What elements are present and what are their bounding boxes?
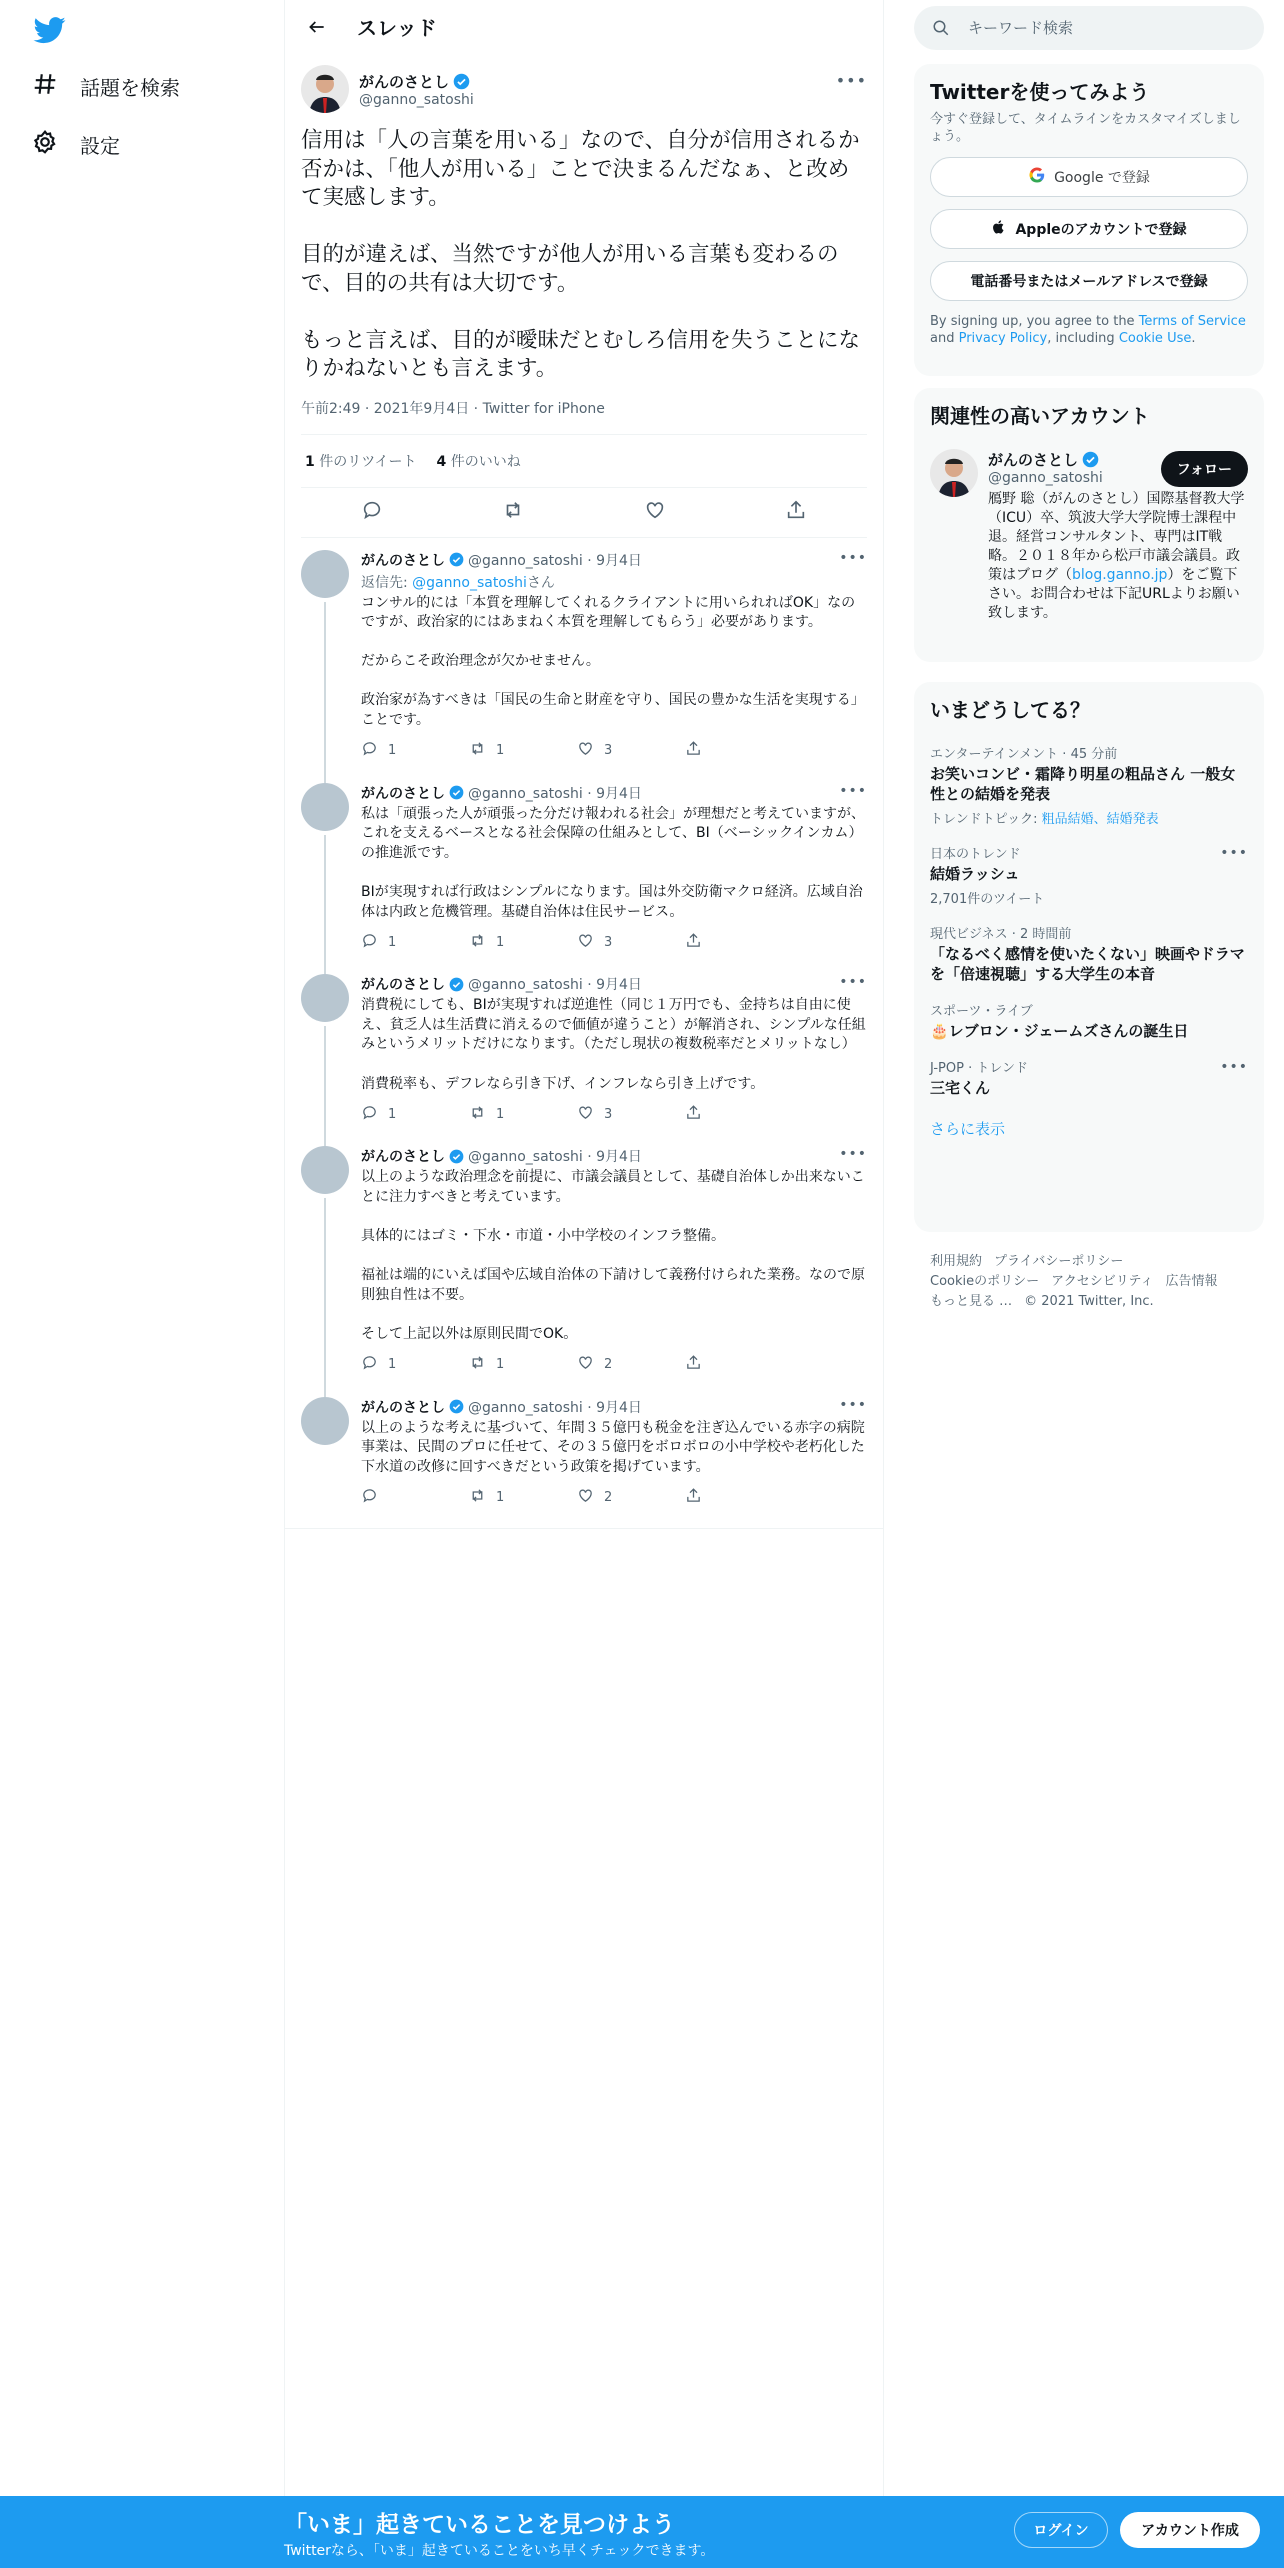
- avatar[interactable]: [301, 550, 349, 598]
- retweet-icon: [469, 740, 486, 761]
- nav-settings-label: 設定: [80, 133, 120, 158]
- more-options-icon[interactable]: •••: [835, 71, 867, 90]
- retweet-icon: [469, 932, 486, 953]
- like-icon[interactable]: [644, 499, 666, 525]
- thread-divider: [285, 1517, 883, 1529]
- more-options-icon[interactable]: •••: [1220, 845, 1248, 861]
- search-box[interactable]: [914, 6, 1264, 50]
- reply-to-link[interactable]: @ganno_satoshi: [412, 574, 527, 591]
- trend-item[interactable]: [914, 915, 1264, 992]
- reply-icon: [361, 1104, 378, 1125]
- apple-signup-button[interactable]: Appleのアカウントで登録: [930, 209, 1248, 249]
- cookie-link[interactable]: Cookie Use: [1118, 331, 1192, 346]
- tweet-actions: [361, 735, 867, 771]
- retweet-icon: [469, 1354, 486, 1375]
- show-more-link[interactable]: さらに表示: [930, 1120, 1006, 1138]
- signup-banner: [0, 2496, 1284, 2568]
- trend-title: 結婚ラッシュ: [930, 865, 1020, 883]
- retweet-count: 1: [496, 743, 505, 759]
- share-icon: [685, 932, 702, 953]
- avatar[interactable]: [301, 783, 349, 831]
- reply-icon: [361, 1487, 378, 1508]
- trend-item[interactable]: [914, 992, 1264, 1049]
- reply-icon: [361, 740, 378, 761]
- reply-tweet[interactable]: [285, 1385, 883, 1518]
- back-button[interactable]: [299, 9, 335, 45]
- nav-explore-label: 話題を検索: [80, 75, 180, 100]
- author-handle-date: @ganno_satoshi · 9月4日: [468, 552, 642, 569]
- footer-link[interactable]: プライバシーポリシー: [994, 1254, 1124, 1269]
- like-icon: [577, 932, 594, 953]
- trend-context: 日本のトレンド: [930, 847, 1021, 862]
- share-action[interactable]: [685, 740, 793, 761]
- avatar[interactable]: [930, 449, 978, 497]
- trend-item[interactable]: [914, 1049, 1264, 1106]
- trends-card: [914, 682, 1264, 1232]
- copyright: © 2021 Twitter, Inc.: [1024, 1294, 1154, 1309]
- reply-action[interactable]: [361, 1354, 469, 1375]
- author-name[interactable]: がんのさとし: [361, 1399, 445, 1416]
- more-options-icon[interactable]: •••: [1220, 1059, 1248, 1075]
- google-signup-button[interactable]: Google で登録: [930, 157, 1248, 197]
- reply-count: 1: [388, 1106, 397, 1122]
- reply-icon: [361, 932, 378, 953]
- share-action[interactable]: [685, 1487, 793, 1508]
- tweet-text: 消費税にしても、BIが実現すれば逆進性（同じ１万円でも、金持ちは自由に使え、貧乏人は生活費に消えるので価値が違うこと）が解消され、シンプルな任組みというメリットだけになります。（ただし現状の複数税率だとメリットなし） 消費税率も、デフレなら引き下げ、インフレなら引き上げです。: [361, 997, 866, 1092]
- thread-line: [324, 835, 326, 975]
- like-action[interactable]: [577, 1487, 685, 1508]
- verified-badge-icon: [449, 1399, 464, 1414]
- author-handle: @ganno_satoshi: [359, 91, 474, 108]
- trends-title: いまどうしてる？: [930, 698, 1090, 722]
- reply-action[interactable]: [361, 1487, 469, 1508]
- footer-link[interactable]: 広告情報: [1165, 1274, 1218, 1289]
- related-title: 関連性の高いアカウント: [930, 404, 1150, 428]
- signup-card: [914, 64, 1264, 376]
- more-options-icon[interactable]: •••: [839, 1396, 867, 1413]
- verified-badge-icon: [449, 1149, 464, 1164]
- reply-to: 返信先: @ganno_satoshiさん: [361, 574, 555, 591]
- privacy-link[interactable]: Privacy Policy: [958, 331, 1048, 346]
- reply-tweet[interactable]: [285, 771, 883, 963]
- share-icon: [685, 1487, 702, 1508]
- search-icon: [932, 19, 950, 37]
- share-icon[interactable]: [785, 499, 807, 525]
- twitter-bird-icon[interactable]: [32, 14, 68, 46]
- trend-title: 🎂レブロン・ジェームズさんの誕生日: [930, 1022, 1189, 1040]
- thread-header: [285, 0, 883, 53]
- signup-terms: By signing up, you agree to the Terms of Service and Privacy Policy, including Cookie Use.: [930, 314, 1246, 346]
- signup-button[interactable]: アカウント作成: [1120, 2512, 1260, 2548]
- footer-link[interactable]: Cookieのポリシー: [930, 1274, 1040, 1289]
- apple-icon: [991, 219, 1007, 239]
- trend-context: エンターテインメント · 45 分前: [930, 747, 1118, 762]
- trend-item[interactable]: [914, 735, 1264, 835]
- signup-title: Twitterを使ってみよう: [930, 80, 1150, 104]
- hashtag-icon: [32, 71, 58, 102]
- trend-topic-links[interactable]: 粗品結婚、結婚発表: [1041, 812, 1159, 827]
- blog-link[interactable]: blog.ganno.jp: [1072, 567, 1168, 583]
- avatar[interactable]: [301, 1146, 349, 1194]
- author-name[interactable]: がんのさとし: [361, 785, 445, 802]
- retweet-icon[interactable]: [502, 499, 524, 525]
- like-action[interactable]: [577, 740, 685, 761]
- avatar[interactable]: [301, 974, 349, 1022]
- login-button[interactable]: ログイン: [1014, 2512, 1108, 2548]
- tweet-text: 私は「頑張った人が頑張った分だけ報われる社会」が理想だと考えていますが、これを支えるベースとなる社会保障の仕組みとして、BI（ベーシックインカム）の推進派です。 BIが実現すれば行政はシンプルになります。国は外交防衛マクロ経済。広域自治体は内政と危機管理。基礎自治体は住民サービス。: [361, 805, 865, 920]
- trend-title: お笑いコンビ・霜降り明星の粗品さん 一般女性との結婚を発表: [930, 765, 1236, 803]
- trend-title: 三宅くん: [930, 1079, 991, 1097]
- like-action[interactable]: [577, 1354, 685, 1375]
- author-name[interactable]: がんのさとし: [361, 552, 445, 569]
- reply-icon[interactable]: [361, 499, 383, 525]
- more-options-icon[interactable]: •••: [839, 974, 867, 991]
- more-options-icon[interactable]: •••: [839, 1146, 867, 1163]
- tweet-actions: [361, 1349, 867, 1385]
- like-icon: [577, 740, 594, 761]
- avatar[interactable]: [301, 65, 349, 113]
- related-account[interactable]: [914, 441, 1264, 635]
- trend-topics: トレンドトピック: 粗品結婚、結婚発表: [930, 812, 1159, 827]
- share-action[interactable]: [685, 1104, 793, 1125]
- related-name[interactable]: がんのさとし: [988, 451, 1079, 469]
- retweet-action[interactable]: [469, 1354, 577, 1375]
- reply-tweet[interactable]: [285, 1134, 883, 1384]
- retweet-action[interactable]: [469, 1487, 577, 1508]
- author-handle-date: @ganno_satoshi · 9月4日: [468, 1149, 642, 1166]
- related-handle: @ganno_satoshi: [988, 470, 1103, 486]
- share-icon: [685, 1104, 702, 1125]
- retweet-count: 1: [496, 934, 505, 950]
- reply-count: 1: [388, 1357, 397, 1373]
- retweet-action[interactable]: [469, 1104, 577, 1125]
- like-count: 2: [604, 1357, 613, 1373]
- terms-link[interactable]: Terms of Service: [1138, 314, 1246, 329]
- share-icon: [685, 740, 702, 761]
- share-action[interactable]: [685, 932, 793, 953]
- more-options-icon[interactable]: •••: [839, 549, 867, 566]
- author-name[interactable]: がんのさとし: [359, 72, 450, 91]
- thread-column: [284, 0, 884, 2568]
- footer-link[interactable]: もっと見る …: [930, 1294, 1013, 1309]
- follow-button[interactable]: フォロー: [1161, 451, 1248, 487]
- like-count: 3: [604, 934, 613, 950]
- retweet-action[interactable]: [469, 932, 577, 953]
- tweet-actions: [361, 1481, 867, 1517]
- reply-icon: [361, 1354, 378, 1375]
- trend-title: 「なるべく感情を使いたくない」映画やドラマを「倍速視聴」する大学生の本音: [930, 945, 1245, 983]
- retweet-stat[interactable]: 1 件のリツイート: [305, 453, 417, 470]
- trend-tweet-count: 2,701件のツイート: [930, 892, 1045, 907]
- left-nav: [0, 0, 284, 2568]
- footer-link[interactable]: 利用規約: [930, 1254, 983, 1269]
- tweet-text: 以上のような政治理念を前提に、市議会議員として、基礎自治体しか出来ないことに注力すべきと考えています。 具体的にはゴミ・下水・市道・小中学校のインフラ整備。 福祉は端的にいえば国や広域自治体の下請けして義務付けられた業務。なので原則独自性は不要。 そして上記以外は原則民間でOK。: [361, 1169, 865, 1342]
- footer-link[interactable]: アクセシビリティ: [1051, 1274, 1154, 1289]
- verified-badge-icon: [449, 552, 464, 567]
- retweet-icon: [469, 1487, 486, 1508]
- tweet-timestamp[interactable]: 午前2:49 · 2021年9月4日 · Twitter for iPhone: [301, 398, 867, 435]
- more-options-icon[interactable]: •••: [839, 782, 867, 799]
- related-bio: 鴈野 聡（がんのさとし）国際基督教大学（ICU）卒、筑波大学大学院博士課程中退。経営コンサルタント、専門はIT戦略。２０１８年から松戸市議会議員。政策はブログ（blog.ganno.jp）をご覧下さい。お問合わせは下記URLよりお願い致します。: [988, 491, 1245, 621]
- verified-badge-icon: [1082, 451, 1099, 468]
- banner-title: 「いま」起きていることを見つけよう: [284, 2512, 675, 2538]
- like-icon: [577, 1104, 594, 1125]
- banner-subtitle: Twitterなら、「いま」起きていることをいち早くチェックできます。: [284, 2543, 715, 2559]
- retweet-icon: [469, 1104, 486, 1125]
- trend-context: 現代ビジネス · 2 時間前: [930, 927, 1072, 942]
- tweet-actions: [361, 926, 867, 962]
- tweet-text: コンサル的には「本質を理解してくれるクライアントに用いられればOK」なのですが、政治家的にはあまねく本質を理解してもらう」必要があります。 だからこそ政治理念が欠かせません。 政治家が為すべきは「国民の生命と財産を守り、国民の豊かな生活を実現する」ことです。: [361, 594, 865, 729]
- retweet-count: 1: [496, 1489, 505, 1505]
- reply-action[interactable]: [361, 740, 469, 761]
- like-icon: [577, 1487, 594, 1508]
- reply-action[interactable]: [361, 1104, 469, 1125]
- tweet-stats: [301, 435, 867, 488]
- reply-count: 1: [388, 743, 397, 759]
- like-action[interactable]: [577, 1104, 685, 1125]
- author-name[interactable]: がんのさとし: [361, 1149, 445, 1166]
- trend-context: J-POP · トレンド: [930, 1061, 1029, 1076]
- author-handle-date: @ganno_satoshi · 9月4日: [468, 1399, 642, 1416]
- retweet-count: 1: [496, 1357, 505, 1373]
- share-icon: [685, 1354, 702, 1375]
- tweet-text: 信用は「人の言葉を用いる」なので、自分が信用されるか否かは、「他人が用いる」ことで決まるんだなぁ、と改めて実感します。 目的が違えば、当然ですが他人が用いる言葉も変わるので、目的の共有は大切です。 もっと言えば、目的が曖昧だとむしろ信用を失うことになりかねないとも言えます。: [301, 128, 861, 381]
- page-title: スレッド: [357, 16, 437, 40]
- main-tweet: [285, 53, 883, 538]
- reply-action[interactable]: [361, 932, 469, 953]
- back-arrow-icon: [307, 17, 327, 37]
- verified-badge-icon: [449, 977, 464, 992]
- phone-email-signup-button[interactable]: 電話番号またはメールアドレスで登録: [930, 261, 1248, 301]
- retweet-count: 1: [496, 1106, 505, 1122]
- share-action[interactable]: [685, 1354, 793, 1375]
- google-icon: [1028, 166, 1046, 188]
- author-name[interactable]: がんのさとし: [361, 977, 445, 994]
- search-input[interactable]: [968, 19, 1228, 37]
- like-icon: [577, 1354, 594, 1375]
- reply-tweet[interactable]: [285, 538, 883, 771]
- reply-count: 1: [388, 934, 397, 950]
- nav-settings[interactable]: [32, 124, 120, 164]
- verified-badge-icon: [449, 785, 464, 800]
- reply-list: [285, 538, 883, 1530]
- nav-explore[interactable]: [32, 66, 180, 106]
- like-count: 2: [604, 1489, 613, 1505]
- retweet-action[interactable]: [469, 740, 577, 761]
- thread-line: [324, 1026, 326, 1146]
- author-handle-date: @ganno_satoshi · 9月4日: [468, 977, 642, 994]
- signup-subtitle: 今すぐ登録して、タイムラインをカスタマイズしましょう。: [930, 112, 1241, 144]
- like-action[interactable]: [577, 932, 685, 953]
- footer-links: [930, 1252, 1250, 1312]
- like-count: 3: [604, 1106, 613, 1122]
- avatar[interactable]: [301, 1397, 349, 1445]
- trend-item[interactable]: [914, 835, 1264, 915]
- like-count: 3: [604, 743, 613, 759]
- tweet-actions: [361, 1098, 867, 1134]
- gear-icon: [32, 129, 58, 160]
- verified-badge-icon: [453, 73, 470, 90]
- thread-line: [324, 602, 326, 783]
- like-stat[interactable]: 4 件のいいね: [436, 453, 521, 470]
- tweet-actions: [301, 488, 867, 538]
- trend-context: スポーツ・ライブ: [930, 1004, 1033, 1019]
- reply-tweet[interactable]: [285, 962, 883, 1134]
- related-accounts-card: [914, 388, 1264, 662]
- thread-line: [324, 1198, 326, 1396]
- tweet-text: 以上のような考えに基づいて、年間３５億円も税金を注ぎ込んでいる赤字の病院事業は、民間のプロに任せて、その３５億円をボロボロの小中学校や老朽化した下水道の改修に回すべきだという政策を掲げています。: [361, 1419, 865, 1475]
- author-handle-date: @ganno_satoshi · 9月4日: [468, 785, 642, 802]
